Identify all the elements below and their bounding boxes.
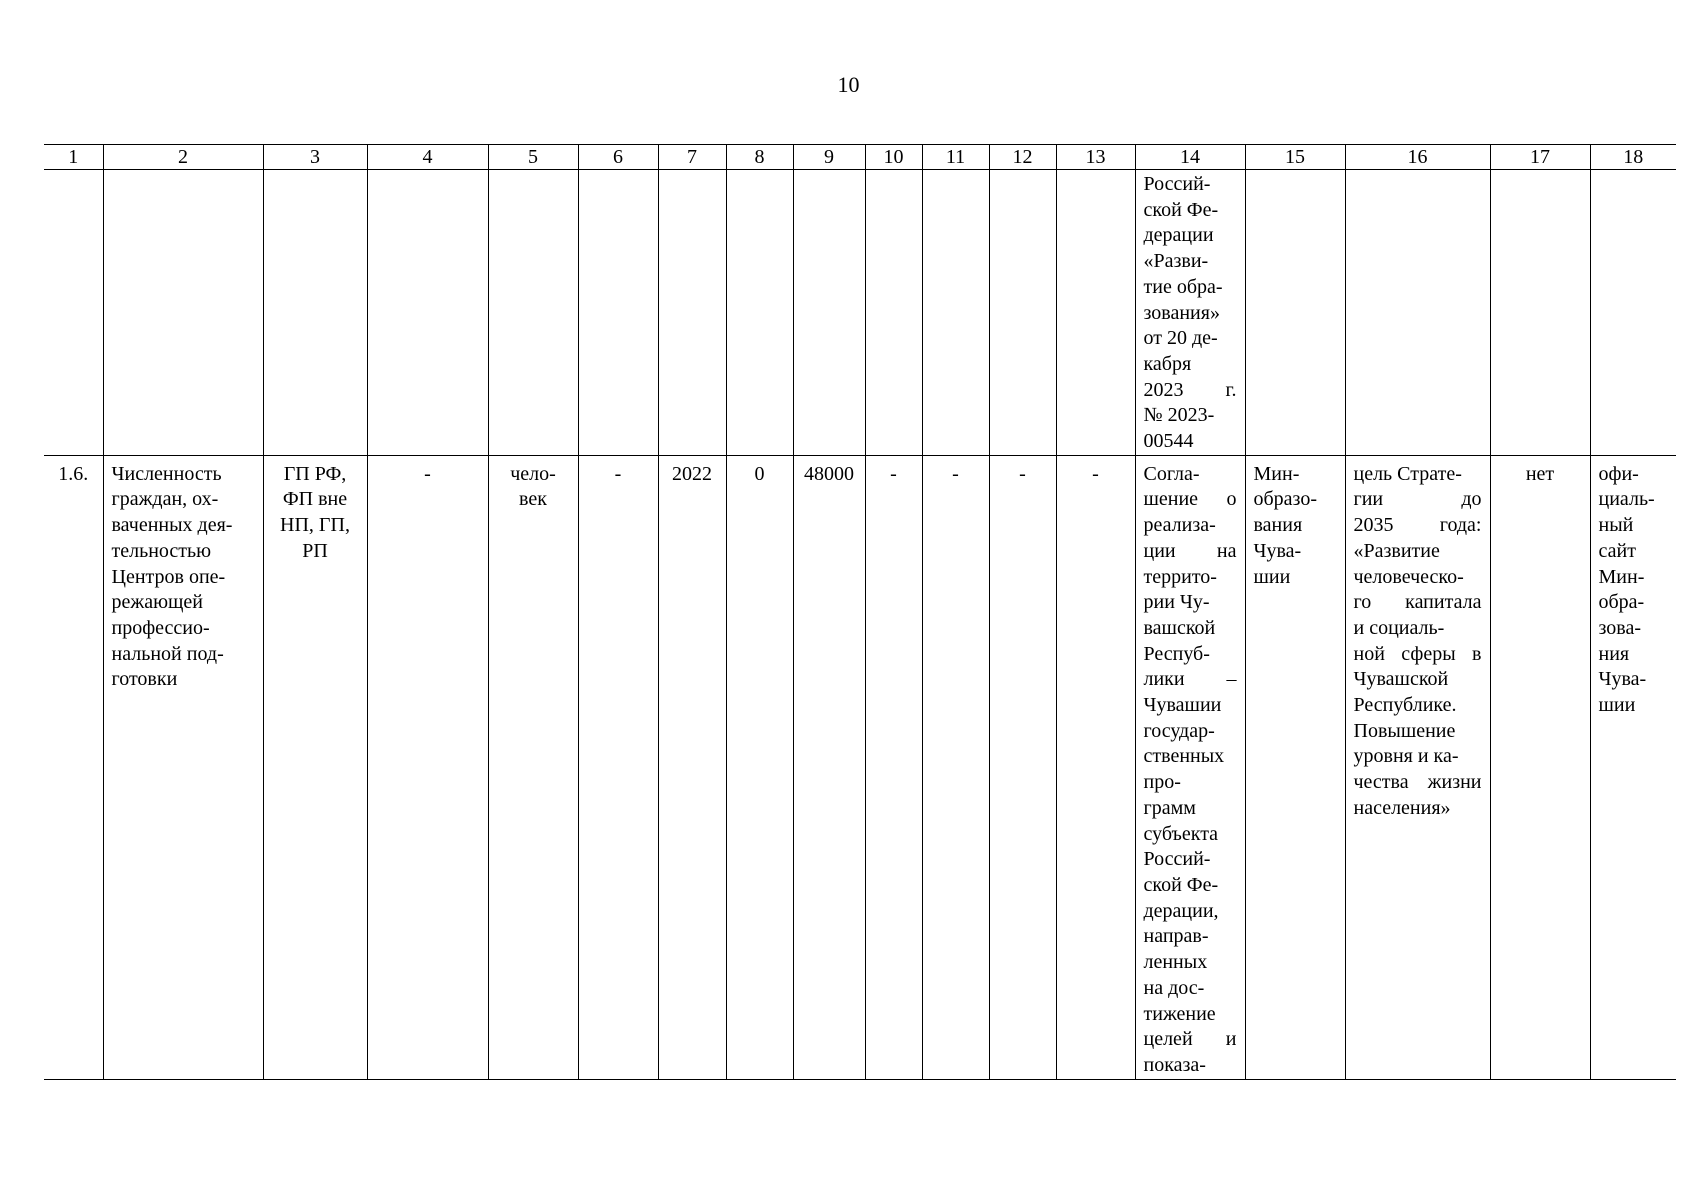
cell-line: Численность xyxy=(111,462,222,485)
cell-3 xyxy=(263,170,367,456)
cell-line: ленных xyxy=(1143,951,1208,974)
cell-line: чества жизни xyxy=(1353,771,1482,794)
cell-line: профессио- xyxy=(111,616,210,639)
cell-18 xyxy=(1590,170,1676,456)
cell-line: 2023 г. xyxy=(1143,378,1237,401)
column-number-6: 6 xyxy=(578,145,658,170)
column-number-8: 8 xyxy=(726,145,793,170)
cell-info-source xyxy=(1590,455,1676,1079)
cell-line: про- xyxy=(1143,771,1181,794)
column-number-5: 5 xyxy=(488,145,578,170)
cell-col17: нет xyxy=(1490,455,1590,1079)
column-number-14: 14 xyxy=(1135,145,1245,170)
cell-line: террито- xyxy=(1143,565,1217,588)
cell-1 xyxy=(44,170,103,456)
cell-line: Центров опе- xyxy=(111,565,226,588)
cell-line: кабря xyxy=(1143,352,1192,375)
cell-line: ный xyxy=(1598,514,1634,537)
cell-line: шии xyxy=(1253,565,1291,588)
cell-6 xyxy=(578,170,658,456)
cell-base-year: 2022 xyxy=(658,455,726,1079)
column-number-10: 10 xyxy=(865,145,922,170)
cell-line: государ- xyxy=(1143,719,1215,742)
cell-line: населения» xyxy=(1353,796,1451,819)
cell-13 xyxy=(1056,170,1135,456)
cell-row-number: 1.6. xyxy=(44,455,103,1079)
table-row-1-6 xyxy=(44,455,1676,1079)
table-row-continuation xyxy=(44,170,1676,456)
cell-line: ции на xyxy=(1143,539,1237,562)
cell-5 xyxy=(488,170,578,456)
cell-line: шение о xyxy=(1143,488,1237,511)
cell-line: 00544 xyxy=(1143,430,1194,453)
cell-2 xyxy=(103,170,263,456)
cell-line: сайт xyxy=(1598,539,1636,562)
cell-line: рии Чу- xyxy=(1143,591,1210,614)
column-number-11: 11 xyxy=(922,145,989,170)
cell-line: Согла- xyxy=(1143,462,1200,485)
cell-15 xyxy=(1245,170,1345,456)
cell-line: Россий- xyxy=(1143,848,1211,871)
cell-line: образо- xyxy=(1253,488,1317,511)
cell-line: обра- xyxy=(1598,591,1645,614)
cell-line: шии xyxy=(1598,694,1636,717)
column-number-18: 18 xyxy=(1590,145,1676,170)
cell-line: вания xyxy=(1253,514,1303,537)
cell-col10: - xyxy=(865,455,922,1079)
cell-line: грамм xyxy=(1143,796,1196,819)
cell-line: ской Фе- xyxy=(1143,198,1219,221)
cell-line: № 2023- xyxy=(1143,404,1215,427)
cell-line: «Разви- xyxy=(1143,250,1209,273)
cell-line: человеческо- xyxy=(1353,565,1464,588)
column-number-16: 16 xyxy=(1345,145,1490,170)
cell-base-value: 0 xyxy=(726,455,793,1079)
cell-line: на дос- xyxy=(1143,976,1205,999)
cell-line: «Развитие xyxy=(1353,539,1440,562)
cell-line: ской Фе- xyxy=(1143,873,1219,896)
cell-line: ГП РФ, xyxy=(283,462,347,485)
cell-unit xyxy=(488,455,578,1079)
column-number-12: 12 xyxy=(989,145,1056,170)
cell-level xyxy=(263,455,367,1079)
cell-9 xyxy=(793,170,865,456)
cell-line: направ- xyxy=(1143,925,1209,948)
cell-line: ваченных дея- xyxy=(111,514,233,537)
column-number-15: 15 xyxy=(1245,145,1345,170)
cell-line: Респуб- xyxy=(1143,642,1210,665)
cell-line: чело- xyxy=(510,462,556,485)
cell-line: уровня и ка- xyxy=(1353,745,1459,768)
column-number-13: 13 xyxy=(1056,145,1135,170)
cell-line: гии до xyxy=(1353,488,1482,511)
cell-line: ФП вне xyxy=(282,488,348,511)
cell-line: показа- xyxy=(1143,1053,1206,1076)
cell-line: от 20 де- xyxy=(1143,327,1218,350)
cell-14-legal-basis-continuation xyxy=(1135,170,1245,456)
cell-line: дерации xyxy=(1143,224,1214,247)
cell-line: дерации, xyxy=(1143,899,1219,922)
cell-line: режающей xyxy=(111,591,203,614)
cell-line: зования» xyxy=(1143,301,1220,324)
cell-4 xyxy=(367,170,488,456)
cell-line: готовки xyxy=(111,668,178,691)
column-number-4: 4 xyxy=(367,145,488,170)
cell-line: целей и xyxy=(1143,1028,1237,1051)
cell-line: Республике. xyxy=(1353,694,1457,717)
column-number-3: 3 xyxy=(263,145,367,170)
cell-line: циаль- xyxy=(1598,488,1655,511)
cell-line: нальной под- xyxy=(111,642,224,665)
cell-line: ния xyxy=(1598,642,1630,665)
cell-line: тижение xyxy=(1143,1002,1216,1025)
cell-line: Мин- xyxy=(1598,565,1645,588)
cell-target-value: 48000 xyxy=(793,455,865,1079)
cell-strategy-goal xyxy=(1345,455,1490,1079)
cell-line: ной сферы в xyxy=(1353,642,1482,665)
cell-col12: - xyxy=(989,455,1056,1079)
cell-line: век xyxy=(519,488,547,511)
cell-legal-basis xyxy=(1135,455,1245,1079)
column-number-17: 17 xyxy=(1490,145,1590,170)
column-number-7: 7 xyxy=(658,145,726,170)
cell-12 xyxy=(989,170,1056,456)
cell-line: субъекта xyxy=(1143,822,1219,845)
cell-line: Чува- xyxy=(1598,668,1647,691)
column-number-row xyxy=(44,145,1676,170)
cell-line: Чува- xyxy=(1253,539,1302,562)
cell-11 xyxy=(922,170,989,456)
cell-line: Россий- xyxy=(1143,173,1211,195)
column-number-9: 9 xyxy=(793,145,865,170)
cell-line: Чувашии xyxy=(1143,694,1222,717)
cell-8 xyxy=(726,170,793,456)
cell-col11: - xyxy=(922,455,989,1079)
cell-line: РП xyxy=(302,539,328,562)
cell-line: зова- xyxy=(1598,616,1641,639)
page-number: 10 xyxy=(837,72,860,97)
cell-col6: - xyxy=(578,455,658,1079)
cell-line: вашской xyxy=(1143,616,1216,639)
cell-17 xyxy=(1490,170,1590,456)
column-number-1: 1 xyxy=(44,145,103,170)
cell-line: ственных xyxy=(1143,745,1225,768)
cell-7 xyxy=(658,170,726,456)
cell-col4: - xyxy=(367,455,488,1079)
cell-line: тельностью xyxy=(111,539,212,562)
cell-line: НП, ГП, xyxy=(280,514,350,537)
cell-line: го капитала xyxy=(1353,591,1482,614)
cell-col13: - xyxy=(1056,455,1135,1079)
cell-line: граждан, ох- xyxy=(111,488,219,511)
indicators-table xyxy=(44,144,1676,1080)
cell-line: Повышение xyxy=(1353,719,1456,742)
cell-line: Чувашской xyxy=(1353,668,1449,691)
cell-line: цель Страте- xyxy=(1353,462,1462,485)
column-number-2: 2 xyxy=(103,145,263,170)
cell-responsible xyxy=(1245,455,1345,1079)
cell-10 xyxy=(865,170,922,456)
cell-16 xyxy=(1345,170,1490,456)
cell-indicator-name xyxy=(103,455,263,1079)
cell-line: тие обра- xyxy=(1143,275,1223,298)
cell-line: и социаль- xyxy=(1353,616,1445,639)
cell-line: лики – xyxy=(1143,668,1237,691)
cell-line: реализа- xyxy=(1143,514,1216,537)
cell-line: Мин- xyxy=(1253,462,1300,485)
cell-line: 2035 года: xyxy=(1353,514,1482,537)
cell-line: офи- xyxy=(1598,462,1639,485)
